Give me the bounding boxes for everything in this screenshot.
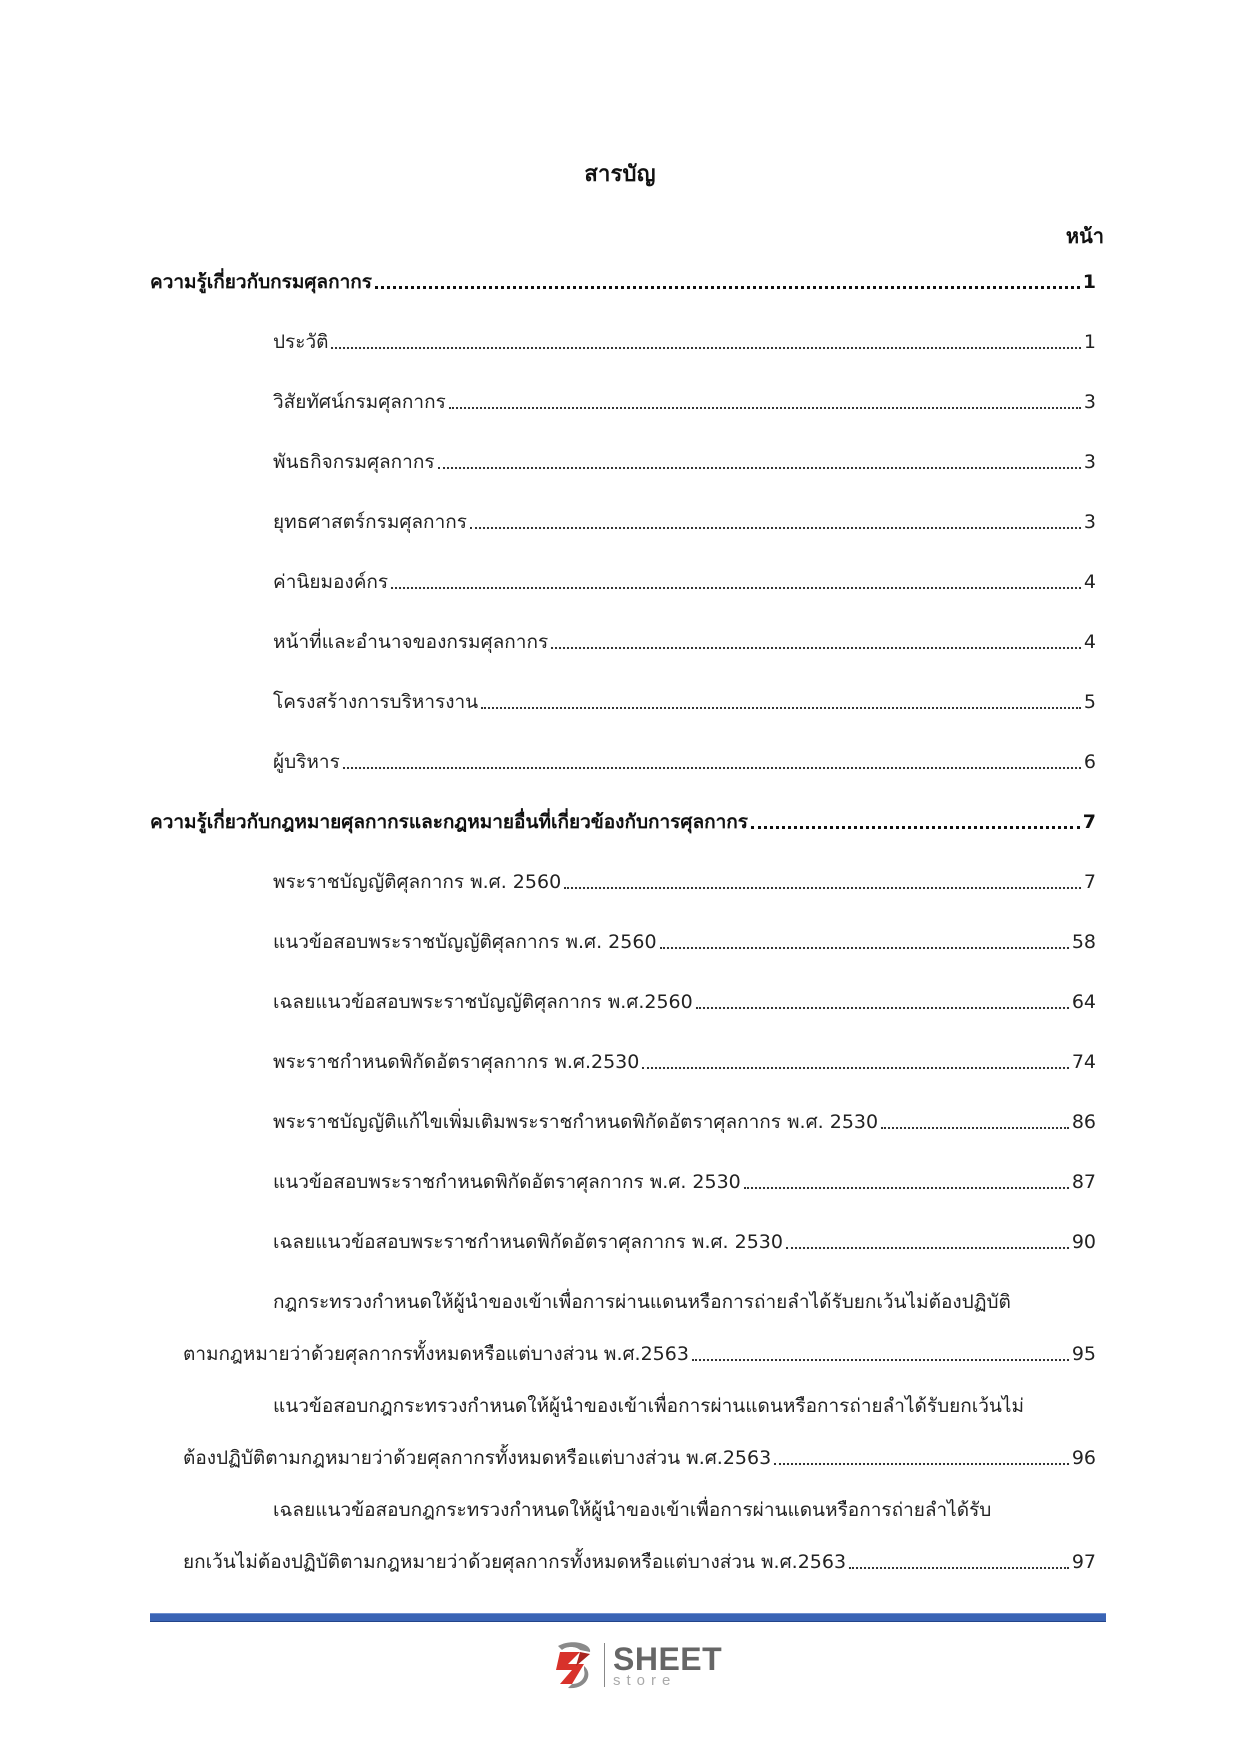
toc-item-label: โครงสร้างการบริหารงาน: [273, 691, 479, 713]
dot-leader: [391, 587, 1081, 589]
toc-page-number: 3: [1083, 391, 1096, 413]
dot-leader: [642, 1067, 1068, 1069]
toc-page-number: 4: [1083, 631, 1096, 653]
toc-item-label-line2: ต้องปฏิบัติตามกฎหมายว่าด้วยศุลกากรทั้งหมดหรือแต่บางส่วน พ.ศ.2563: [183, 1447, 772, 1469]
toc-item-label: หน้าที่และอำนาจของกรมศุลกากร: [273, 631, 549, 653]
footer-rule: [150, 1613, 1106, 1622]
toc-item[interactable]: [150, 1228, 1096, 1256]
dot-leader: [744, 1187, 1069, 1189]
toc-item-multiline[interactable]: [183, 1496, 1096, 1576]
toc-page-number: 58: [1071, 931, 1096, 953]
toc-item-label-line1: กฎกระทรวงกำหนดให้ผู้นำของเข้าเพื่อการผ่านแดนหรือการถ่ายลำได้รับยกเว้นไม่ต้องปฏิบัติ: [273, 1291, 1011, 1313]
dot-leader: [751, 826, 1080, 829]
toc-item-label: แนวข้อสอบพระราชบัญญัติศุลกากร พ.ศ. 2560: [273, 931, 657, 953]
toc-page-number: 86: [1071, 1111, 1096, 1133]
toc-item[interactable]: [150, 328, 1096, 356]
toc-item[interactable]: [150, 568, 1096, 596]
dot-leader: [881, 1127, 1069, 1129]
toc-item-label: เฉลยแนวข้อสอบพระราชกำหนดพิกัดอัตราศุลกากร พ.ศ. 2530: [273, 1231, 783, 1253]
toc-item-label: ประวัติ: [273, 331, 329, 353]
dot-leader: [774, 1463, 1069, 1465]
toc-page-number: 97: [1071, 1551, 1096, 1573]
toc-item-multiline[interactable]: [183, 1392, 1096, 1472]
toc-section-label: ความรู้เกี่ยวกับกฎหมายศุลกากรและกฎหมายอื่นที่เกี่ยวข้องกับการศุลกากร: [150, 811, 748, 833]
toc-item-label: พระราชบัญญัติศุลกากร พ.ศ. 2560: [273, 871, 562, 893]
toc-item-label: วิสัยทัศน์กรมศุลกากร: [273, 391, 446, 413]
toc-item-label: ค่านิยมองค์กร: [273, 571, 389, 593]
toc-item[interactable]: [150, 988, 1096, 1016]
logo-divider: [604, 1643, 605, 1687]
page-title: สารบัญ: [584, 162, 656, 187]
toc-item-label: ยุทธศาสตร์กรมศุลกากร: [273, 511, 467, 533]
toc-page-number: 3: [1083, 451, 1096, 473]
toc-item-label: เฉลยแนวข้อสอบพระราชบัญญัติศุลกากร พ.ศ.2560: [273, 991, 693, 1013]
toc-item[interactable]: [150, 628, 1096, 656]
toc-item[interactable]: [150, 388, 1096, 416]
toc-item-label-line1: แนวข้อสอบกฎกระทรวงกำหนดให้ผู้นำของเข้าเพื่อการผ่านแดนหรือการถ่ายลำได้รับยกเว้นไม่: [273, 1395, 1025, 1417]
toc-page-number: 7: [1083, 871, 1096, 893]
dot-leader: [692, 1359, 1069, 1361]
logo-sub-text: store: [613, 1671, 677, 1689]
toc-item[interactable]: [150, 928, 1096, 956]
toc-page-number: 1: [1083, 331, 1096, 353]
page-column-header: หน้า: [1065, 224, 1104, 248]
toc-page-number: 7: [1082, 811, 1096, 833]
toc-item[interactable]: [150, 1048, 1096, 1076]
toc-item-label: แนวข้อสอบพระราชกำหนดพิกัดอัตราศุลกากร พ.ศ. 2530: [273, 1171, 741, 1193]
dot-leader: [343, 767, 1081, 769]
toc-item[interactable]: [150, 508, 1096, 536]
toc-page-number: 74: [1071, 1051, 1096, 1073]
dot-leader: [696, 1007, 1069, 1009]
toc-section-label: ความรู้เกี่ยวกับกรมศุลกากร: [150, 271, 372, 293]
dot-leader: [438, 467, 1081, 469]
toc-item[interactable]: [150, 1108, 1096, 1136]
toc-item-label-line1: เฉลยแนวข้อสอบกฎกระทรวงกำหนดให้ผู้นำของเข้าเพื่อการผ่านแดนหรือการถ่ายลำได้รับ: [273, 1499, 992, 1521]
toc-item[interactable]: [150, 448, 1096, 476]
toc-item[interactable]: [150, 688, 1096, 716]
dot-leader: [849, 1567, 1069, 1569]
toc-item[interactable]: [150, 868, 1096, 896]
toc-page-number: 5: [1083, 691, 1096, 713]
toc-page-number: 1: [1082, 271, 1096, 293]
sheet-store-logo: [550, 1637, 722, 1693]
toc-item[interactable]: [150, 1168, 1096, 1196]
dot-leader: [564, 887, 1081, 889]
dot-leader: [660, 947, 1069, 949]
toc-item-label: ผู้บริหาร: [273, 751, 340, 773]
dot-leader: [481, 707, 1081, 709]
dot-leader: [551, 647, 1081, 649]
dot-leader: [449, 407, 1081, 409]
dot-leader: [470, 527, 1081, 529]
toc-item-multiline[interactable]: [183, 1288, 1096, 1368]
logo-brand-text: SHEET: [613, 1640, 723, 1677]
toc-item-label: พระราชกำหนดพิกัดอัตราศุลกากร พ.ศ.2530: [273, 1051, 640, 1073]
toc-item-label: พระราชบัญญัติแก้ไขเพิ่มเติมพระราชกำหนดพิกัดอัตราศุลกากร พ.ศ. 2530: [273, 1111, 879, 1133]
toc-section-2[interactable]: [150, 808, 1096, 836]
dot-leader: [786, 1247, 1069, 1249]
dot-leader: [375, 286, 1080, 289]
toc-page-number: 3: [1083, 511, 1096, 533]
toc-section-1[interactable]: [150, 268, 1096, 296]
toc-page-number: 90: [1071, 1231, 1096, 1253]
toc-page-number: 4: [1083, 571, 1096, 593]
toc-page-number: 6: [1083, 751, 1096, 773]
toc-page-number: 87: [1071, 1171, 1096, 1193]
toc-item-label-line2: ตามกฎหมายว่าด้วยศุลกากรทั้งหมดหรือแต่บางส่วน พ.ศ.2563: [183, 1343, 689, 1365]
sheet-store-s-logo-icon: [550, 1640, 598, 1690]
toc-page-number: 95: [1071, 1343, 1096, 1365]
toc-item[interactable]: [150, 748, 1096, 776]
dot-leader: [331, 347, 1080, 349]
toc-page-number: 96: [1071, 1447, 1096, 1469]
toc-item-label-line2: ยกเว้นไม่ต้องปฏิบัติตามกฎหมายว่าด้วยศุลกากรทั้งหมดหรือแต่บางส่วน พ.ศ.2563: [183, 1551, 847, 1573]
toc-item-label: พันธกิจกรมศุลกากร: [273, 451, 435, 473]
toc-page-number: 64: [1071, 991, 1096, 1013]
